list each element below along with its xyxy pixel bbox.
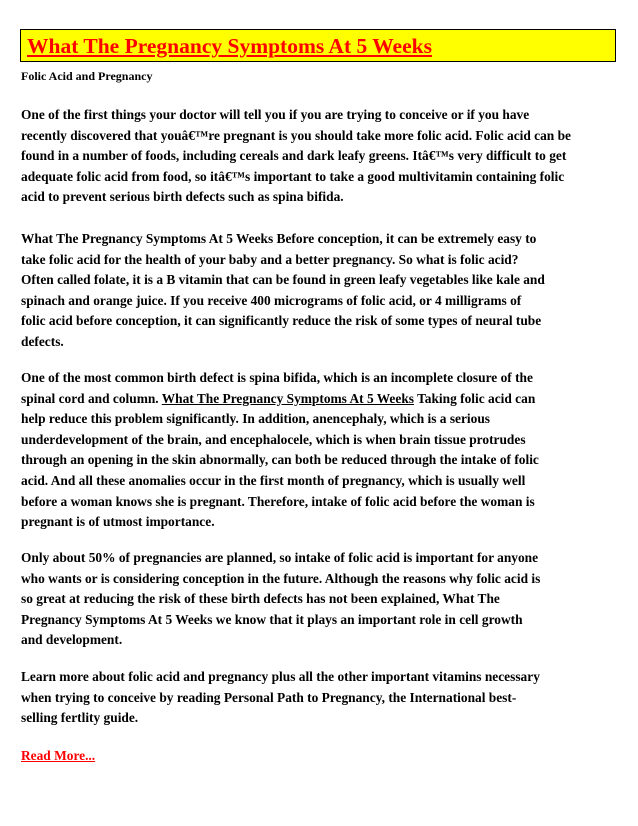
- paragraph-line: Learn more about folic acid and pregnancy plus all the other important vitamins necessary: [21, 669, 540, 684]
- paragraph-text: spinal cord and column.: [21, 390, 162, 406]
- article-link[interactable]: What The Pregnancy Symptoms At 5 Weeks: [161, 390, 414, 406]
- paragraph-line: take folic acid for the health of your baby and a better pregnancy. So what is folic acid?: [21, 251, 519, 267]
- paragraph-line: when trying to conceive by reading Personal Path to Pregnancy, the International best-: [21, 689, 517, 705]
- paragraph-line: before a woman knows she is pregnant. Therefore, intake of folic acid before the woman is: [21, 493, 535, 509]
- paragraph-line: One of the first things your doctor will tell you if you are trying to conceive or if you have: [21, 107, 530, 122]
- paragraph-line: acid. And all these anomalies occur in the first month of pregnancy, which is usually well: [21, 472, 526, 488]
- read-more-link[interactable]: Read More...: [21, 748, 96, 763]
- paragraph-line: [21, 389, 638, 410]
- page-title: What The Pregnancy Symptoms At 5 Weeks: [27, 34, 432, 58]
- paragraph-line: found in a number of foods, including cereals and dark leafy greens. Itâ€™s very difficult to get: [21, 148, 567, 164]
- paragraph-line: What The Pregnancy Symptoms At 5 Weeks Before conception, it can be extremely easy to: [21, 231, 537, 246]
- title-banner: [20, 29, 616, 62]
- paragraph-text: Taking folic acid can: [413, 390, 536, 406]
- paragraph-line: pregnant is of utmost importance.: [21, 514, 215, 530]
- paragraph-line: who wants or is considering conception in the future. Although the reasons why folic acid is: [21, 570, 541, 586]
- paragraph-line: and development.: [21, 632, 123, 648]
- paragraph-3: [21, 368, 638, 533]
- paragraph-line: acid to prevent serious birth defects such as spina bifida.: [21, 189, 344, 205]
- paragraph-line: so great at reducing the risk of these birth defects has not been explained, What The: [21, 591, 500, 607]
- paragraph-2: [21, 229, 638, 353]
- paragraph-line: help reduce this problem significantly. In addition, anencephaly, which is a serious: [21, 411, 490, 427]
- paragraph-1: [21, 105, 638, 208]
- paragraph-line: underdevelopment of the brain, and encephalocele, which is when brain tissue protrudes: [21, 431, 526, 447]
- paragraph-line: Pregnancy Symptoms At 5 Weeks we know that it plays an important role in cell growth: [21, 611, 523, 627]
- paragraph-line: through an opening in the skin abnormally, can both be reduced through the intake of folic: [21, 452, 539, 468]
- paragraph-line: spinach and orange juice. If you receive 400 micrograms of folic acid, or 4 milligrams of: [21, 292, 522, 308]
- section-subtitle: Folic Acid and Pregnancy: [21, 69, 153, 83]
- paragraph-line: selling fertlity guide.: [21, 710, 139, 726]
- paragraph-line: Often called folate, it is a B vitamin that can be found in green leafy vegetables like kale and: [21, 272, 545, 288]
- paragraph-line: defects.: [21, 333, 64, 349]
- paragraph-line: One of the most common birth defect is spina bifida, which is an incomplete closure of the: [21, 370, 533, 385]
- paragraph-line: Only about 50% of pregnancies are planned, so intake of folic acid is important for anyone: [21, 550, 539, 565]
- paragraph-line: folic acid before conception, it can significantly reduce the risk of some types of neural tube: [21, 313, 542, 329]
- paragraph-4: [21, 548, 638, 651]
- paragraph-line: adequate folic acid from food, so itâ€™s important to take a good multivitamin containing folic: [21, 168, 565, 184]
- paragraph-5: [21, 667, 638, 729]
- paragraph-line: recently discovered that youâ€™re pregnant is you should take more folic acid. Folic acid can be: [21, 127, 571, 143]
